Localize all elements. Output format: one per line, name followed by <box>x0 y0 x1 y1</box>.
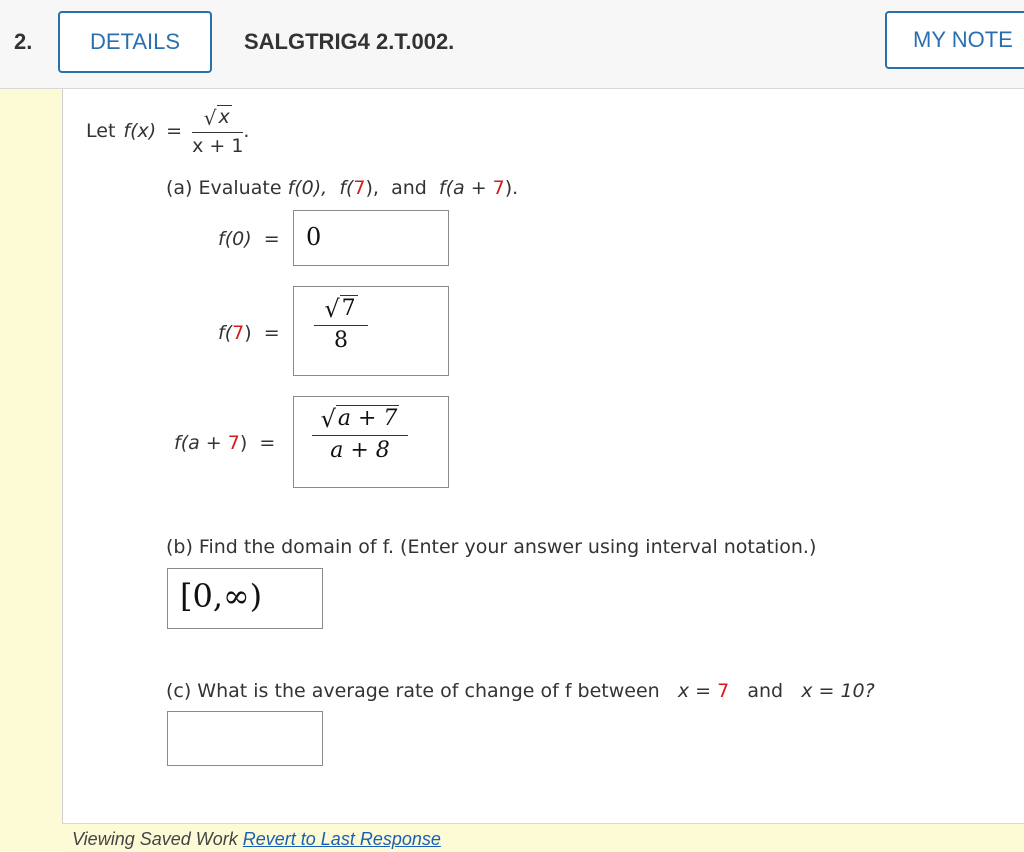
let-text: Let <box>86 120 116 142</box>
footer-status <box>72 829 441 850</box>
part-b-prompt: (b) Find the domain of f. (Enter your answer using interval notation.) <box>166 536 817 558</box>
sqrt-icon: √ x <box>203 106 230 130</box>
viewing-saved-work-text: Viewing Saved Work <box>72 829 238 849</box>
domain-answer-field[interactable] <box>167 568 323 629</box>
part-c-prompt: (c) What is the average rate of change of f between x = 7 and x = 10? <box>166 680 875 702</box>
fa7-answer-fraction: √ a + 7 a + 8 <box>312 405 408 463</box>
problem-statement <box>86 105 249 157</box>
f7-answer-fraction: √ 7 8 <box>314 295 368 353</box>
my-notes-button[interactable]: MY NOTE <box>885 11 1024 69</box>
question-id: SALGTRIG4 2.T.002. <box>244 29 455 54</box>
f0-answer-value: 0 <box>306 223 322 251</box>
equals-sign: = <box>166 120 183 142</box>
row2-label: f(7) = <box>218 322 280 344</box>
period: . <box>243 120 250 142</box>
sqrt-icon: √ 7 <box>324 295 356 323</box>
f7-answer-field[interactable] <box>293 286 449 376</box>
part-a-prompt: (a) Evaluate f(0), f(7), and f(a + 7). <box>166 177 519 199</box>
row1-label: f(0) = <box>218 228 280 250</box>
content-divider <box>62 89 63 823</box>
fraction-numerator: x <box>218 106 230 128</box>
question-header <box>0 0 1024 89</box>
fraction-denominator: x + 1 <box>192 135 244 157</box>
row3-label: f(a + 7) = <box>174 432 276 454</box>
rate-of-change-answer-field[interactable] <box>167 711 323 766</box>
revert-link[interactable]: Revert to Last Response <box>242 829 441 849</box>
sqrt-icon: √ a + 7 <box>320 405 398 433</box>
question-number: 2. <box>14 29 33 54</box>
details-button[interactable]: DETAILS <box>58 11 212 73</box>
function-fraction <box>192 105 243 157</box>
fa7-answer-field[interactable] <box>293 396 449 488</box>
function-lhs: f(x) <box>123 120 157 142</box>
f0-answer-field[interactable] <box>293 210 449 266</box>
domain-answer-value: [0,∞) <box>180 577 263 615</box>
left-margin-bar <box>0 89 62 851</box>
